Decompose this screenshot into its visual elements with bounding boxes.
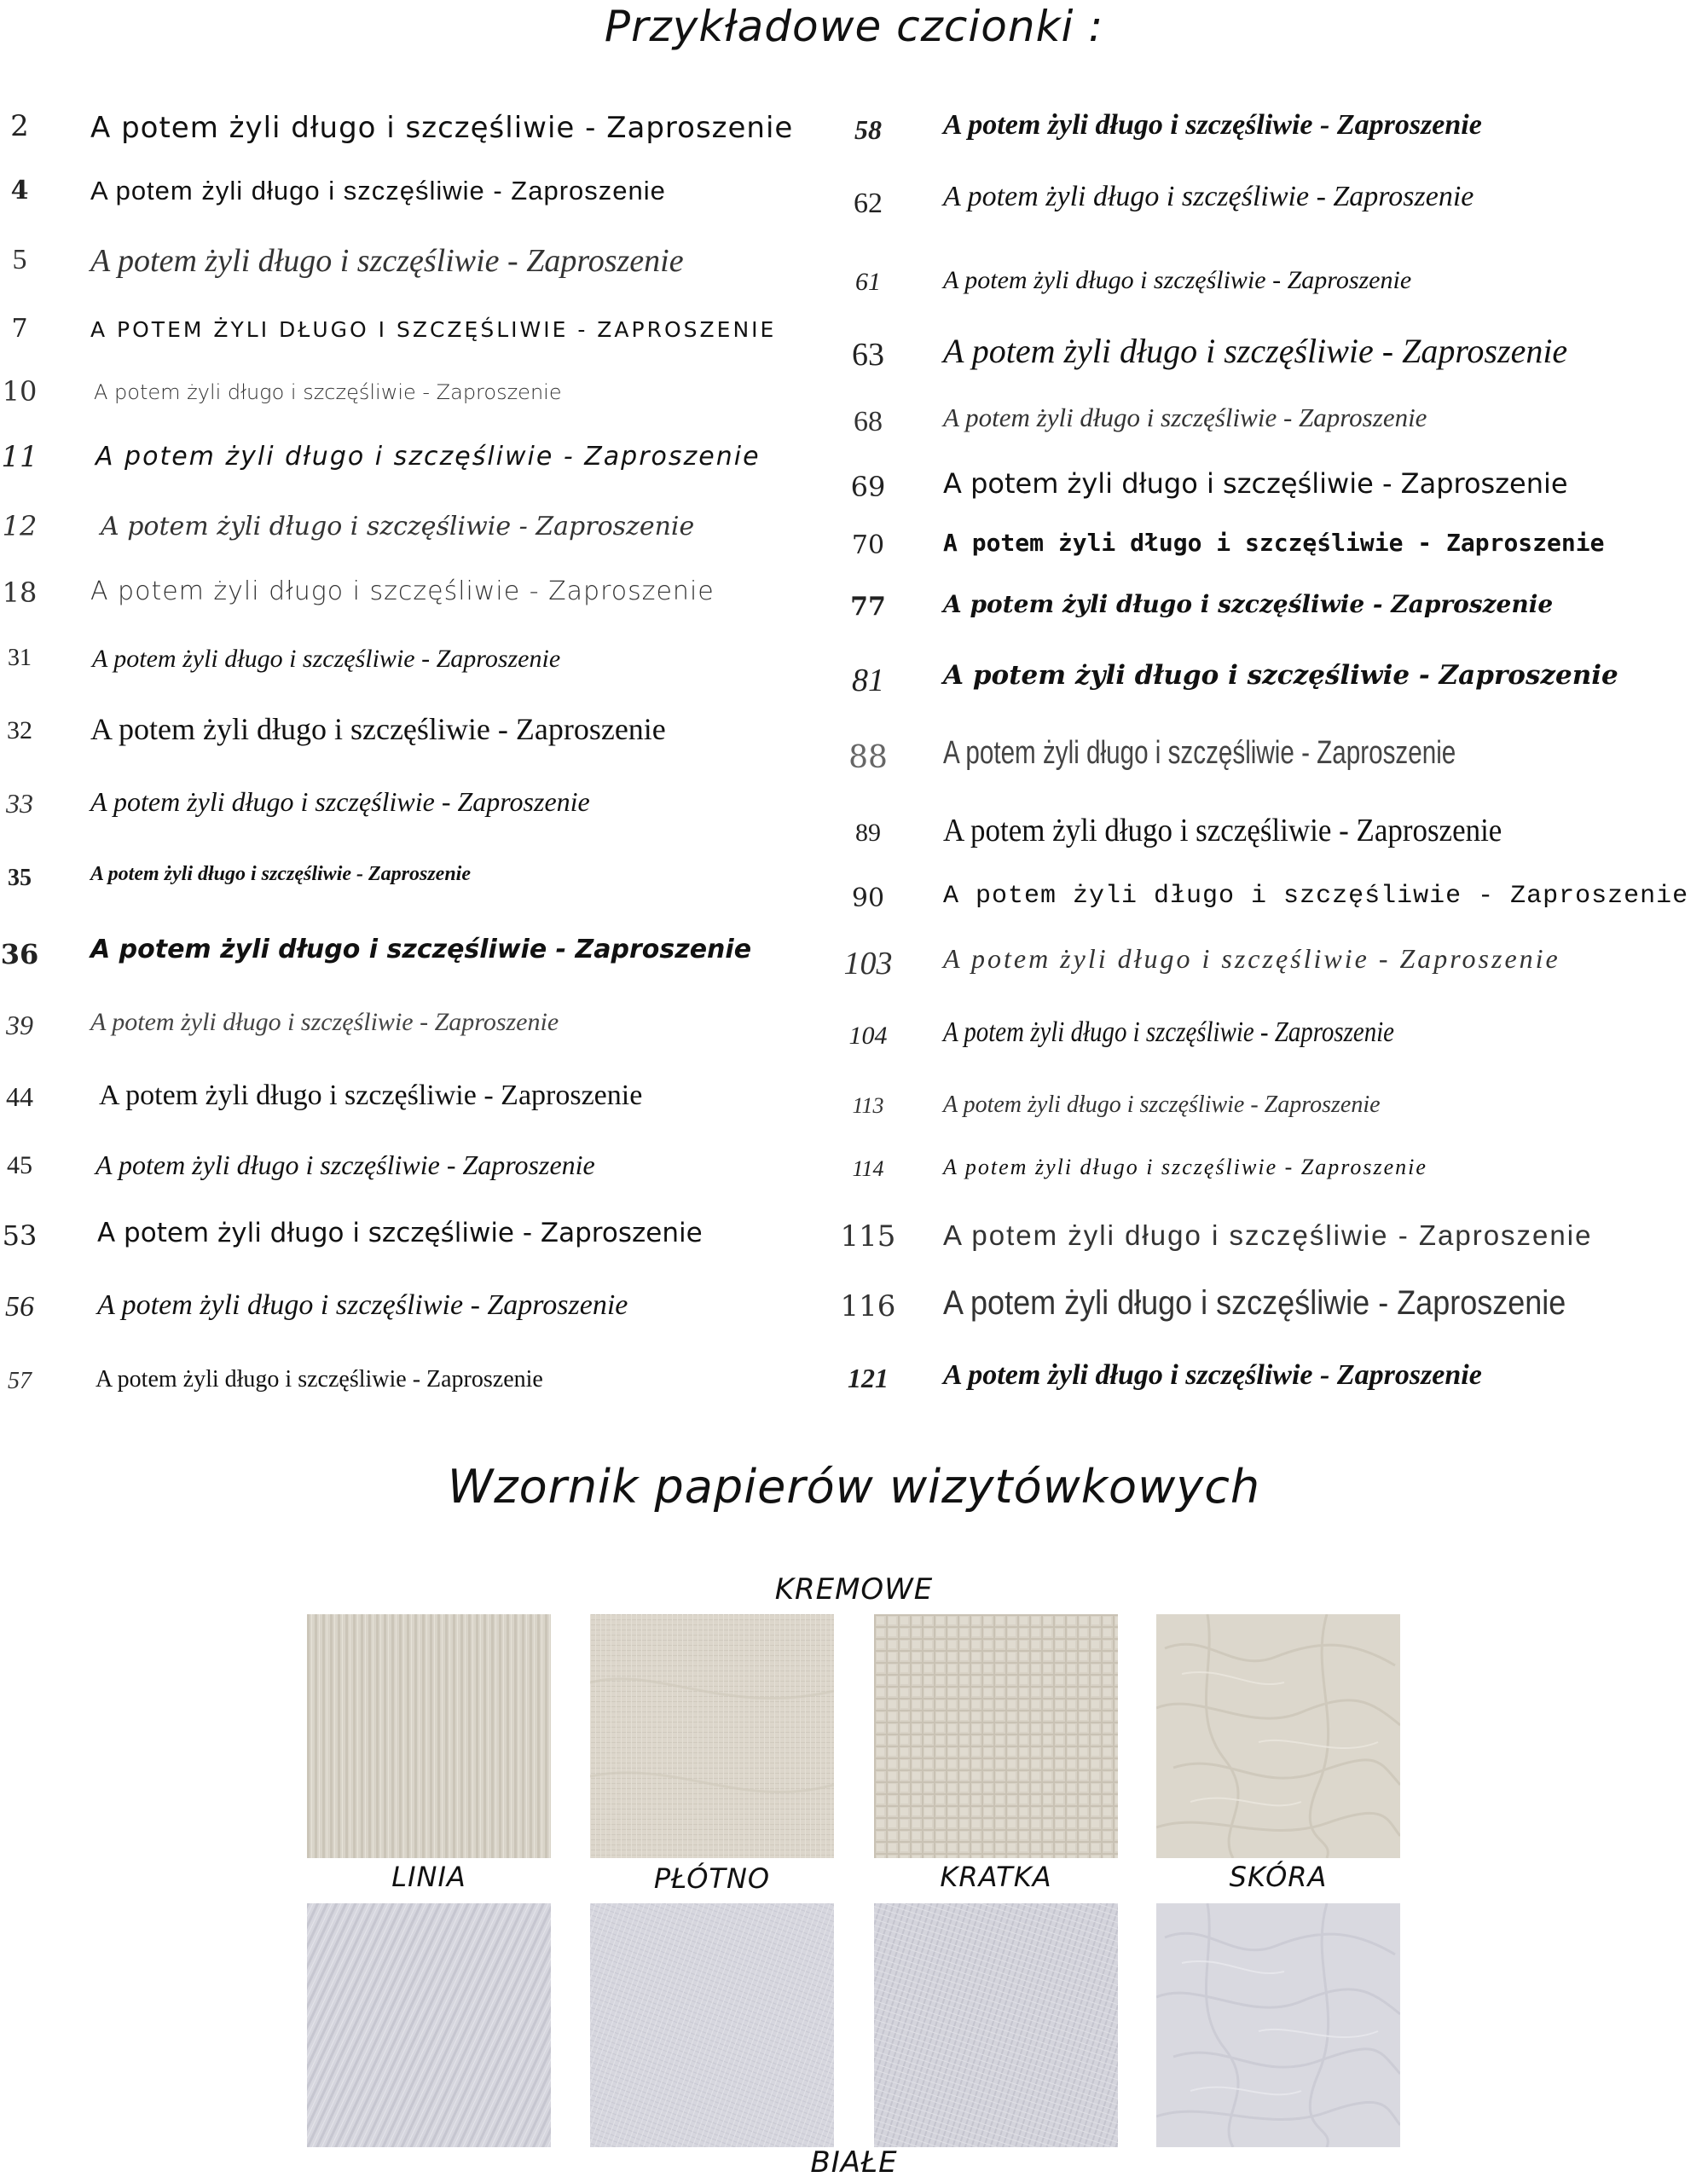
paper-section-title: Wzornik papierów wizytówkowych — [447, 1460, 1261, 1514]
font-sample: A potem żyli długo i szczęśliwie - Zaproszenie — [90, 786, 590, 817]
font-number: 121 — [848, 1363, 889, 1393]
font-sample: A potem żyli długo i szczęśliwie - Zaproszenie — [90, 935, 752, 964]
font-number: 35 — [8, 865, 32, 891]
grid-texture-icon — [874, 1903, 1118, 2147]
font-sample: A potem żyli długo i szczęśliwie - Zaproszenie — [943, 735, 1456, 771]
font-number: 11 — [1, 440, 38, 474]
font-number: 62 — [854, 188, 883, 219]
font-number: 70 — [851, 530, 885, 560]
font-number: 10 — [2, 375, 38, 408]
font-sample: A potem żyli długo i szczęśliwie - Zaproszenie — [90, 1008, 559, 1036]
font-number: 61 — [855, 268, 881, 296]
canvas-texture-icon — [590, 1614, 834, 1858]
font-number: 56 — [5, 1291, 34, 1323]
texture-label-plotno: PŁÓTNO — [653, 1862, 771, 1895]
font-sample: A potem żyli długo i szczęśliwie - Zaproszenie — [96, 1149, 595, 1180]
font-number: 115 — [840, 1219, 896, 1254]
font-sample: A potem żyli długo i szczęśliwie - Zaproszenie — [90, 243, 684, 279]
font-sample: A potem żyli długo i szczęśliwie - Zaproszenie — [97, 1218, 703, 1248]
font-sample: A potem żyli długo i szczęśliwie - Zaproszenie — [943, 660, 1618, 691]
font-number: 114 — [852, 1156, 884, 1181]
font-sample: A potem żyli długo i szczęśliwie - Zaproszenie — [943, 529, 1605, 557]
font-number: 89 — [855, 819, 881, 847]
font-sample: A potem żyli długo i szczęśliwie - Zaproszenie — [943, 332, 1568, 370]
font-sample: A potem żyli długo i szczęśliwie - Zaproszenie — [943, 813, 1502, 848]
font-number: 58 — [854, 114, 882, 145]
cream-group-label: KREMOWE — [774, 1572, 934, 1607]
font-sample: A potem żyli długo i szczęśliwie - Zaproszenie — [943, 109, 1482, 141]
font-sample: A potem żyli długo i szczęśliwie - Zaproszenie — [943, 1155, 1427, 1179]
font-sample: A potem żyli długo i szczęśliwie - Zaproszenie — [97, 1289, 628, 1321]
font-number: 2 — [10, 109, 29, 143]
canvas-texture-icon — [590, 1903, 834, 2147]
font-number: 12 — [2, 510, 38, 542]
font-number: 33 — [6, 788, 33, 819]
white-group-label: BIAŁE — [810, 2145, 898, 2180]
swatch-white-skora — [1156, 1903, 1400, 2147]
font-sample: A potem żyli długo i szczęśliwie - Zaproszenie — [99, 1080, 643, 1111]
font-number: 44 — [6, 1081, 33, 1112]
swatch-cream-skora — [1156, 1614, 1400, 1858]
texture-label-linia: LINIA — [391, 1861, 466, 1893]
swatch-white-linia — [307, 1903, 551, 2147]
font-sample: A potem żyli długo i szczęśliwie - Zaproszenie — [96, 1366, 543, 1393]
font-number: 7 — [11, 314, 28, 344]
font-number: 68 — [854, 406, 883, 437]
swatch-cream-kratka — [874, 1614, 1118, 1858]
font-number: 90 — [851, 883, 885, 913]
font-sample: A potem żyli długo i szczęśliwie - Zaproszenie — [96, 442, 761, 472]
font-number: 32 — [7, 716, 32, 744]
font-number: 36 — [0, 938, 39, 970]
font-number: 53 — [2, 1219, 38, 1252]
font-number: 4 — [10, 176, 29, 206]
grid-texture-icon — [874, 1614, 1118, 1858]
font-number: 63 — [852, 337, 884, 373]
swatch-cream-plotno — [590, 1614, 834, 1858]
font-sample: A potem żyli długo i szczęśliwie - Zaproszenie — [943, 590, 1554, 618]
font-sample: A potem żyli długo i szczęśliwie - Zaproszenie — [90, 576, 715, 606]
font-number: 57 — [8, 1368, 32, 1394]
font-sample: A potem żyli długo i szczęśliwie - Zaproszenie — [943, 266, 1412, 294]
font-sample: A potem żyli długo i szczęśliwie - Zaproszenie — [943, 181, 1474, 212]
font-sample: A potem żyli długo i szczęśliwie - Zaproszenie — [943, 1359, 1482, 1391]
font-number: 104 — [848, 1022, 888, 1050]
swatch-white-plotno — [590, 1903, 834, 2147]
font-number: 113 — [852, 1093, 884, 1118]
leather-texture-icon — [1156, 1903, 1400, 2147]
font-sample: A potem żyli długo i szczęśliwie - Zaproszenie — [94, 380, 562, 404]
font-number: 103 — [843, 946, 893, 981]
font-sample: A potem żyli długo i szczęśliwie - Zaproszenie — [943, 1284, 1566, 1322]
font-sample: A potem żyli długo i szczęśliwie - Zaproszenie — [90, 863, 472, 885]
font-number: 88 — [848, 740, 888, 775]
font-number: 77 — [850, 592, 886, 622]
font-number: 69 — [850, 471, 886, 503]
font-sample: A potem żyli długo i szczęśliwie - Zaproszenie — [943, 1092, 1381, 1118]
line-texture-icon — [307, 1903, 551, 2147]
leather-texture-icon — [1156, 1614, 1400, 1858]
font-sample: A potem żyli długo i szczęśliwie - Zaproszenie — [943, 402, 1427, 432]
font-sample: A potem żyli długo i szczęśliwie - Zaproszenie — [101, 512, 695, 541]
font-sample: A POTEM ŻYLI DŁUGO I SZCZĘŚLIWIE - ZAPROSZENIE — [90, 317, 777, 342]
font-sample: A potem żyli długo i szczęśliwie - Zaproszenie — [943, 882, 1689, 911]
page-title: Przykładowe czcionki : — [604, 2, 1104, 51]
font-number: 116 — [840, 1289, 896, 1323]
font-number: 39 — [6, 1010, 33, 1040]
font-sample: A potem żyli długo i szczęśliwie - Zaproszenie — [943, 943, 1560, 974]
font-sample: A potem żyli długo i szczęśliwie - Zaproszenie — [943, 1219, 1593, 1251]
font-number: 18 — [2, 576, 38, 609]
texture-label-skora: SKÓRA — [1229, 1861, 1328, 1893]
texture-label-kratka: KRATKA — [940, 1861, 1052, 1893]
font-sample: A potem żyli długo i szczęśliwie - Zaproszenie — [943, 467, 1568, 500]
font-number: 81 — [852, 663, 884, 698]
swatch-cream-linia — [307, 1614, 551, 1858]
font-sample: A potem żyli długo i szczęśliwie - Zaproszenie — [943, 1016, 1395, 1048]
swatch-white-kratka — [874, 1903, 1118, 2147]
font-sample: A potem żyli długo i szczęśliwie - Zaproszenie — [90, 111, 794, 145]
font-sample: A potem żyli długo i szczęśliwie - Zaproszenie — [90, 176, 666, 206]
font-number: 31 — [8, 645, 32, 671]
line-texture-icon — [307, 1614, 551, 1858]
font-number: 45 — [7, 1151, 32, 1179]
font-sample: A potem żyli długo i szczęśliwie - Zaproszenie — [90, 712, 666, 746]
font-number: 5 — [12, 244, 27, 275]
font-sample: A potem żyli długo i szczęśliwie - Zaproszenie — [92, 645, 561, 673]
